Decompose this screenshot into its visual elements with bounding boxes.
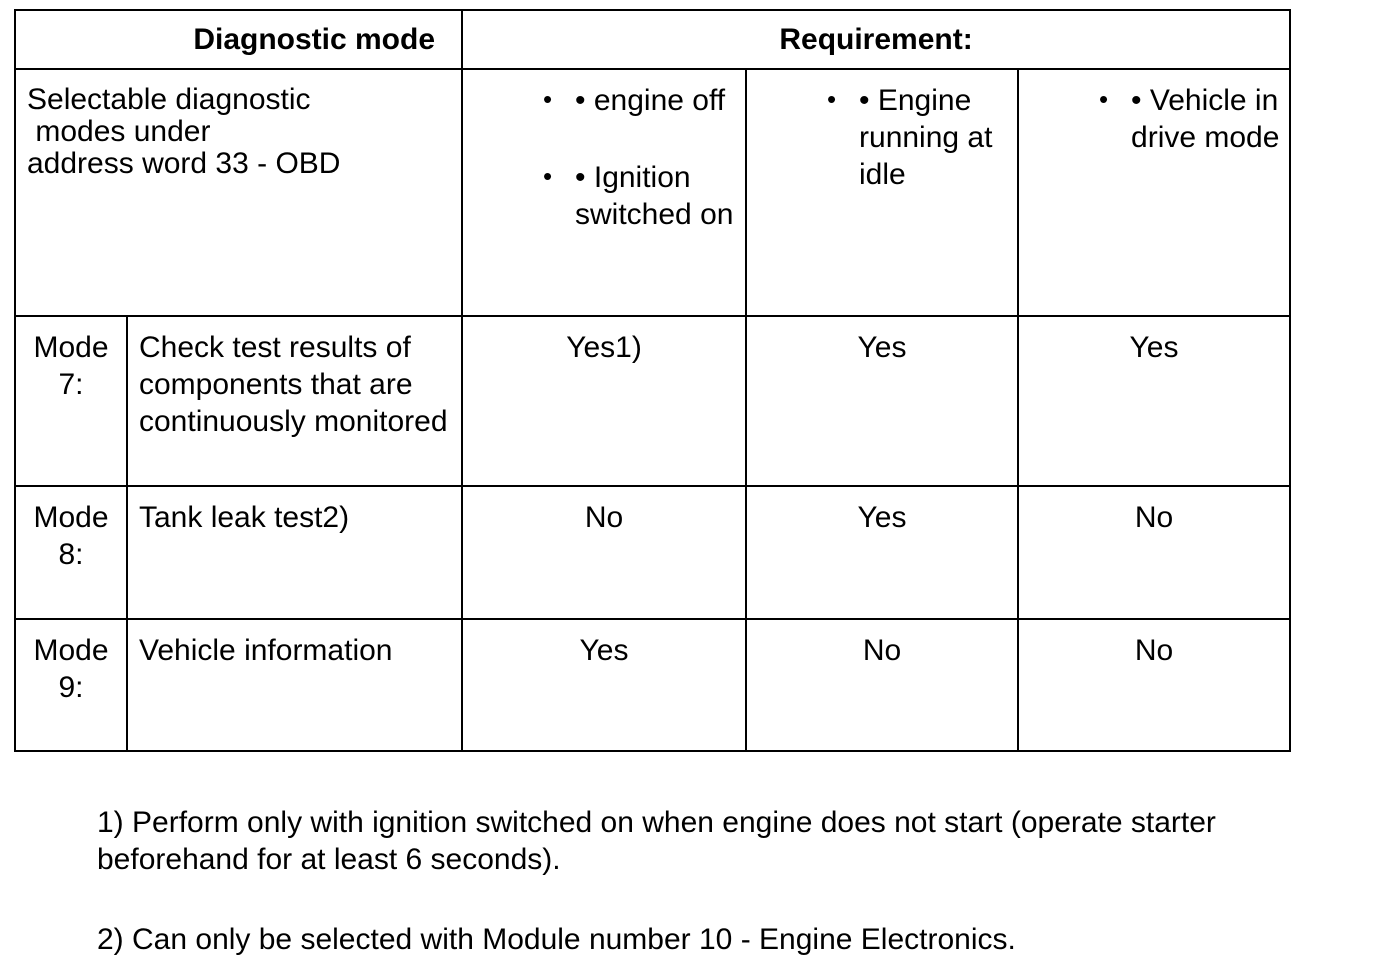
condition-item: • • Engine running at idle [747,82,1017,193]
mode-description: Tank leak test2) [127,486,462,619]
value-engine-off: Yes1) [462,316,746,486]
mode-row-7 [15,316,1290,486]
condition-list [747,70,1017,193]
condition-item: • • engine off [463,82,745,119]
header-row [15,10,1290,69]
condition-item: • • Ignition switched on [463,159,745,233]
condition-cell-drive-mode [1018,69,1290,316]
value-drive-mode: No [1018,619,1290,751]
footnotes [97,804,1367,958]
value-engine-idle: Yes [746,486,1018,619]
condition-cell-engine-idle [746,69,1018,316]
value-engine-idle: Yes [746,316,1018,486]
mode-label: Mode 8: [15,486,127,619]
selectable-modes-line-3: address word 33 - OBD [27,147,341,180]
value-drive-mode: Yes [1018,316,1290,486]
condition-list [463,70,745,233]
selectable-modes-label [15,69,462,316]
mode-label: Mode 9: [15,619,127,751]
bullet-icon: • [1099,84,1109,114]
mode-label: Mode 7: [15,316,127,486]
bullet-icon: • [543,161,553,191]
bullet-icon: • [827,84,837,114]
footnote-2: 2) Can only be selected with Module number 10 - Engine Electronics. [97,923,1016,956]
header-diagnostic-mode: Diagnostic mode [15,10,462,69]
diagnostic-mode-table [14,9,1291,752]
value-engine-off: No [462,486,746,619]
condition-list [1019,70,1289,156]
value-drive-mode: No [1018,486,1290,619]
mode-row-9 [15,619,1290,751]
condition-item: • • Vehicle in drive mode [1019,82,1289,156]
mode-description: Vehicle information [127,619,462,751]
value-engine-idle: No [746,619,1018,751]
footnote-1: 1) Perform only with ignition switched on when engine does not start (operate starter beforehand for at least 6 seconds). [97,806,1216,876]
header-requirement: Requirement: [462,10,1290,69]
selectable-modes-line-1: Selectable diagnostic [27,83,311,116]
bullet-icon: • [543,84,553,114]
mode-description: Check test results of components that are continuously monitored [127,316,462,486]
conditions-row [15,69,1290,316]
value-engine-off: Yes [462,619,746,751]
selectable-modes-line-2: modes under [27,115,211,148]
mode-row-8 [15,486,1290,619]
condition-cell-engine-off [462,69,746,316]
